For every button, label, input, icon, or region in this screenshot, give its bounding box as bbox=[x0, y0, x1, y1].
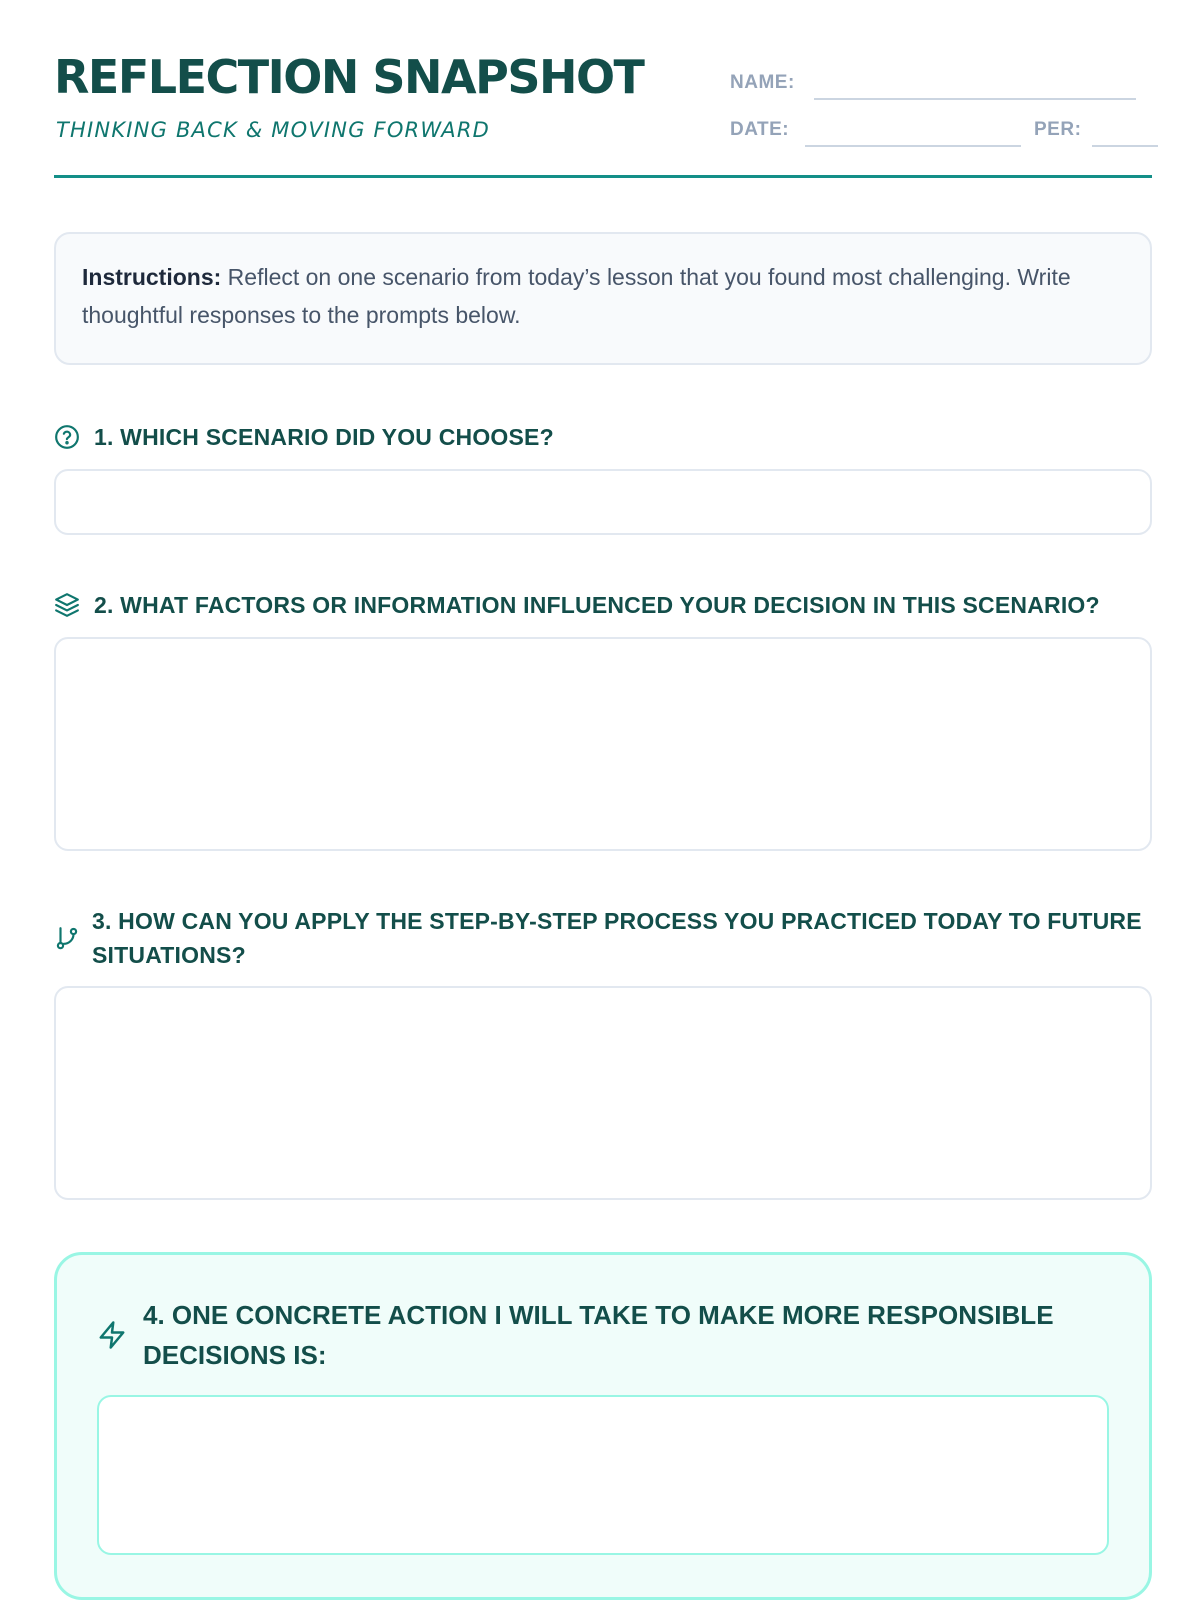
period-field[interactable] bbox=[1092, 145, 1158, 147]
question-2-heading bbox=[54, 588, 1152, 622]
question-4-heading bbox=[97, 1295, 1097, 1375]
worksheet-header bbox=[54, 0, 1152, 178]
question-3-heading bbox=[54, 904, 1152, 972]
page-subtitle: THINKING BACK & MOVING FORWARD bbox=[56, 118, 490, 142]
date-label: DATE: bbox=[730, 119, 790, 140]
lightning-icon bbox=[97, 1320, 127, 1350]
question-4-answer[interactable] bbox=[97, 1395, 1109, 1555]
question-4-label: 4. ONE CONCRETE ACTION I WILL TAKE TO MAKE MORE RESPONSIBLE DECISIONS IS: bbox=[143, 1300, 1054, 1370]
question-1-heading bbox=[54, 420, 1152, 454]
date-field[interactable] bbox=[805, 145, 1021, 147]
instructions-lead: Instructions: bbox=[82, 264, 222, 290]
question-2-answer[interactable] bbox=[54, 637, 1152, 851]
action-commitment-card bbox=[54, 1252, 1152, 1600]
instructions-text: Reflect on one scenario from today’s lesson that you found most challenging. Write thoughtful responses to the prompts below. bbox=[82, 264, 1071, 328]
question-3-label: 3. HOW CAN YOU APPLY THE STEP-BY-STEP PROCESS YOU PRACTICED TODAY TO FUTURE SITUATIONS? bbox=[92, 908, 1142, 968]
question-3-answer[interactable] bbox=[54, 986, 1152, 1200]
name-field[interactable] bbox=[814, 98, 1136, 100]
branch-icon bbox=[54, 925, 80, 951]
question-2-label: 2. WHAT FACTORS OR INFORMATION INFLUENCED YOUR DECISION IN THIS SCENARIO? bbox=[94, 592, 1100, 618]
question-1-label: 1. WHICH SCENARIO DID YOU CHOOSE? bbox=[94, 424, 554, 450]
worksheet-page bbox=[54, 0, 1152, 1370]
period-label: PER: bbox=[1034, 119, 1082, 140]
page-title: REFLECTION SNAPSHOT bbox=[54, 50, 644, 104]
instructions-box bbox=[54, 232, 1152, 365]
question-circle-icon bbox=[54, 424, 80, 450]
name-label: NAME: bbox=[730, 72, 795, 93]
question-1-answer[interactable] bbox=[54, 469, 1152, 535]
layers-icon bbox=[54, 592, 80, 618]
